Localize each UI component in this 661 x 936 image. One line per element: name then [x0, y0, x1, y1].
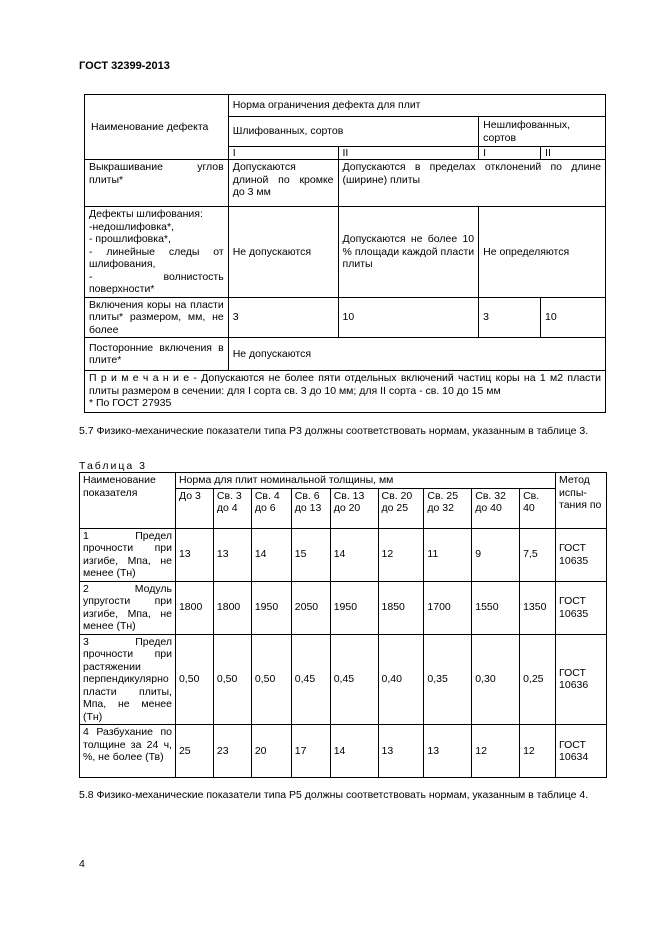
table-row: [80, 528, 607, 581]
document-code: ГОСТ 32399-2013: [79, 60, 170, 72]
t3-thickness: Св. 20 до 25: [378, 488, 424, 528]
t3-value: 1350: [520, 581, 556, 634]
t3-value: 0,45: [291, 634, 330, 725]
t3-row-name: 2 Модуль упругости при изгибе, Мпа, не менее (Тн): [80, 581, 176, 634]
bark-u1: 3: [479, 297, 541, 338]
t3-row-name: 1 Предел прочности при изгибе, Мпа, не менее (Тн): [80, 528, 176, 581]
t3-value: 20: [251, 725, 291, 778]
t3-value: 12: [472, 725, 520, 778]
t3-thickness: Св. 25 до 32: [424, 488, 472, 528]
t3-value: 13: [175, 528, 213, 581]
norm-header: Норма ограничения дефекта для плит: [228, 95, 605, 117]
paragraph-5-8: 5.8 Физико-механические показатели типа Р5 должны соответствовать нормам, указанным в таблице 4.: [79, 789, 589, 801]
t3-thickness: Св. 13 до 20: [330, 488, 378, 528]
grinding-grade2: Допускаются не более 10 % площади каждой пласти плиты: [338, 207, 479, 298]
t3-value: 13: [378, 725, 424, 778]
t3-value: 1950: [330, 581, 378, 634]
t3-value: 0,35: [424, 634, 472, 725]
t3-col-name: Наименование показателя: [80, 473, 176, 529]
page-number: 4: [79, 858, 85, 870]
t3-value: 23: [213, 725, 251, 778]
t3-thickness: Св. 32 до 40: [472, 488, 520, 528]
t3-value: 1950: [251, 581, 291, 634]
grinding-line-4: - линейные следы от шлифования,: [89, 245, 224, 270]
t3-value: 14: [330, 528, 378, 581]
t3-value: 17: [291, 725, 330, 778]
defect-name-header: Наименование дефекта: [85, 95, 229, 160]
t3-value: 0,40: [378, 634, 424, 725]
grinding-unpolished: Не определяются: [479, 207, 606, 298]
t3-value: 13: [424, 725, 472, 778]
chipping-name: Выкрашивание углов плиты*: [85, 160, 229, 207]
t3-method: ГОСТ 10636: [556, 634, 607, 725]
grinding-line-3: - прошлифовка*,: [89, 233, 171, 245]
chipping-grade1: Допускаются длиной по кромке до 3 мм: [228, 160, 338, 207]
t3-value: 14: [330, 725, 378, 778]
t3-thickness: Св. 3 до 4: [213, 488, 251, 528]
note-cell: [85, 371, 606, 413]
t3-value: 0,30: [472, 634, 520, 725]
note-paragraph: [89, 372, 601, 397]
t3-method: ГОСТ 10635: [556, 581, 607, 634]
unpolished-header: Нешлифованных, сортов: [479, 117, 606, 147]
t3-method: ГОСТ 10634: [556, 725, 607, 778]
t3-value: 2050: [291, 581, 330, 634]
t3-norm-header: Норма для плит номинальной толщины, мм: [175, 473, 555, 489]
grinding-line-1: Дефекты шлифования:: [89, 208, 203, 220]
grinding-grade1: Не допускаются: [228, 207, 338, 298]
defects-table: [84, 94, 606, 413]
t3-value: 1800: [175, 581, 213, 634]
table-row: [80, 634, 607, 725]
table-row: [80, 725, 607, 778]
t3-value: 13: [213, 528, 251, 581]
grinding-line-2: -недошлифовка*,: [89, 220, 175, 233]
t3-value: 1850: [378, 581, 424, 634]
t3-value: 0,45: [330, 634, 378, 725]
t3-thickness: Св. 4 до 6: [251, 488, 291, 528]
bark-name: Включения коры на пласти плиты* размером, мм, не более: [85, 297, 229, 338]
t3-value: 11: [424, 528, 472, 581]
t3-value: 1550: [472, 581, 520, 634]
t3-value: 25: [175, 725, 213, 778]
table3-caption: Таблица 3: [79, 460, 147, 472]
bark-p1: 3: [228, 297, 338, 338]
t3-value: 0,25: [520, 634, 556, 725]
t3-value: 12: [520, 725, 556, 778]
t3-value: 15: [291, 528, 330, 581]
unpolished-grade-1: I: [479, 147, 541, 160]
chipping-rest: Допускаются в пределах отклонений по длине (ширине) плиты: [338, 160, 605, 207]
polished-header: Шлифованных, сортов: [228, 117, 478, 147]
t3-thickness: Св. 40: [520, 488, 556, 528]
t3-value: 12: [378, 528, 424, 581]
grinding-name: [85, 207, 229, 298]
foreign-value: Не допускаются: [228, 338, 605, 371]
bark-p2: 10: [338, 297, 479, 338]
t3-value: 7,5: [520, 528, 556, 581]
foreign-name: Посторонние включения в плите*: [85, 338, 229, 371]
polished-grade-2: II: [338, 147, 479, 160]
t3-value: 0,50: [175, 634, 213, 725]
t3-value: 0,50: [251, 634, 291, 725]
bark-u2: 10: [541, 297, 606, 338]
note-footnote: * По ГОСТ 27935: [89, 397, 172, 409]
physical-properties-table: [79, 472, 607, 778]
paragraph-5-7: 5.7 Физико-механические показатели типа Р3 должны соответствовать нормам, указанным в таблице 3.: [79, 425, 589, 437]
t3-value: 9: [472, 528, 520, 581]
t3-row-name: 4 Разбухание по толщине за 24 ч, %, не более (Тв): [80, 725, 176, 778]
t3-method: ГОСТ 10635: [556, 528, 607, 581]
t3-value: 14: [251, 528, 291, 581]
t3-thickness: До 3: [175, 488, 213, 528]
t3-value: 1800: [213, 581, 251, 634]
t3-thickness: Св. 6 до 13: [291, 488, 330, 528]
grinding-line-5: - волнистость поверхности*: [89, 270, 224, 295]
t3-value: 0,50: [213, 634, 251, 725]
note-label: П р и м е ч а н и е: [89, 372, 190, 384]
table-row: [80, 581, 607, 634]
t3-value: 1700: [424, 581, 472, 634]
note-text: - Допускаются не более пяти отдельных включений частиц коры на 1 м2 пласти плиты размером в сечении: для I сорта св. 3 до 10 мм; для II сорта - св. 10 до 15 мм: [89, 372, 601, 397]
t3-row-name: 3 Предел прочности при растяжении перпендикулярно пласти плиты, Мпа, не менее (Тн): [80, 634, 176, 725]
unpolished-grade-2: II: [541, 147, 606, 160]
t3-method-header: Метод испы-тания по: [556, 473, 607, 529]
polished-grade-1: I: [228, 147, 338, 160]
